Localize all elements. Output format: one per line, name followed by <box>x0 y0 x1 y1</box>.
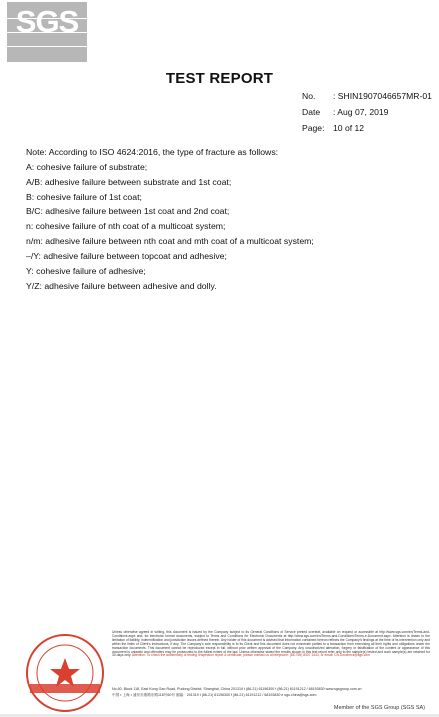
meta-row-date <box>302 104 432 120</box>
note-line: Note: According to ISO 4624:2016, the type of fracture as follows: <box>26 147 279 157</box>
note-line: –/Y: adhesive failure between topcoat and adhesive; <box>26 250 227 261</box>
note-line: A: cohesive failure of substrate; <box>26 161 148 172</box>
member-of-group: Member of the SGS Group (SGS SA) <box>333 705 425 711</box>
meta-row-page <box>302 120 432 136</box>
disclaimer-text: Unless otherwise agreed in writing, this document is issued by the Company subject to its General Conditions of Service printed overleaf, available on request or accessible at http://www.sgs.com/en/Terms-and-Conditions.aspx and, for electronic format documents, subject to Terms and Conditions for Electronic Documents at http://www.sgs.com/en/Terms-and-Conditions/Terms-e-Document.aspx. Attention is drawn to the limitation of liability, indemnification and jurisdiction issues defined therein. Any holder of this document is advised that information contained hereon reflects the Company's findings at the time of its intervention only and within the limits of Client's instructions, if any. The Company's sole responsibility is to its Client and this document does not exonerate parties to a transaction from exercising all their rights and obligations under the transaction documents. This document cannot be reproduced except in full, without prior written approval of the Company. Any unauthorized alteration, forgery or falsification of the content or appearance of this document is unlawful and offenders may be prosecuted to the fullest extent of the law. Unless otherwise stated the results shown in this test report refer only to the sample(s) tested and such sample(s) are retained for 30 days only. <box>112 630 430 658</box>
address-en: No.60, Block 118, East Kong Gao Road, Pudong District, Shanghai, China 201319 t (86-21) 61196300 f (86-21) 61191212 / 68193830 www.sgsgroup.com.cn <box>112 687 362 691</box>
report-meta <box>302 88 432 136</box>
address-cn: 中国 • 上海 • 浦东东康路东路118号60号 邮编：201319 t (86-21) 61196300 f (86-21) 61191212 / 68193830 e sgs.china@sgs.com <box>112 693 317 697</box>
meta-key: Date <box>302 107 321 117</box>
note-line: Y: cohesive failure of adhesive; <box>26 265 146 276</box>
note-line: B/C: adhesive failure between 1st coat and 2nd coat; <box>26 206 230 217</box>
meta-value: : Aug 07, 2019 <box>333 107 389 117</box>
meta-value: : SHIN1907046657MR-01 <box>333 91 432 101</box>
inspection-seal <box>24 632 106 714</box>
note-line: Y/Z: adhesive failure between adhesive and dolly. <box>26 280 217 291</box>
note-line: n/m: adhesive failure between nth coat and mth coat of a multicoat system; <box>26 236 314 247</box>
note-line: n: cohesive failure of nth coat of a multicoat system; <box>26 221 226 232</box>
meta-key: No. <box>302 91 316 101</box>
footer-disclaimer <box>112 631 430 658</box>
fracture-type-notes <box>26 145 314 293</box>
meta-row-number <box>302 88 432 104</box>
meta-value: 10 of 12 <box>333 123 365 133</box>
meta-key: Page: <box>302 123 325 133</box>
logo-text: SGS <box>15 4 79 39</box>
note-line: A/B: adhesive failure between substrate and 1st coat; <box>26 176 232 187</box>
attention-text: Attention: To check the authenticity of testing /inspection report & certificate, please contact us at telephone: (86-755) 8307 1443, or email: CN.Doccheck@sgs.com <box>131 653 370 658</box>
sgs-logo <box>7 2 87 62</box>
report-title: TEST REPORT <box>165 70 274 87</box>
note-line: B: cohesive failure of 1st coat; <box>26 191 142 202</box>
footer-address <box>112 687 430 699</box>
